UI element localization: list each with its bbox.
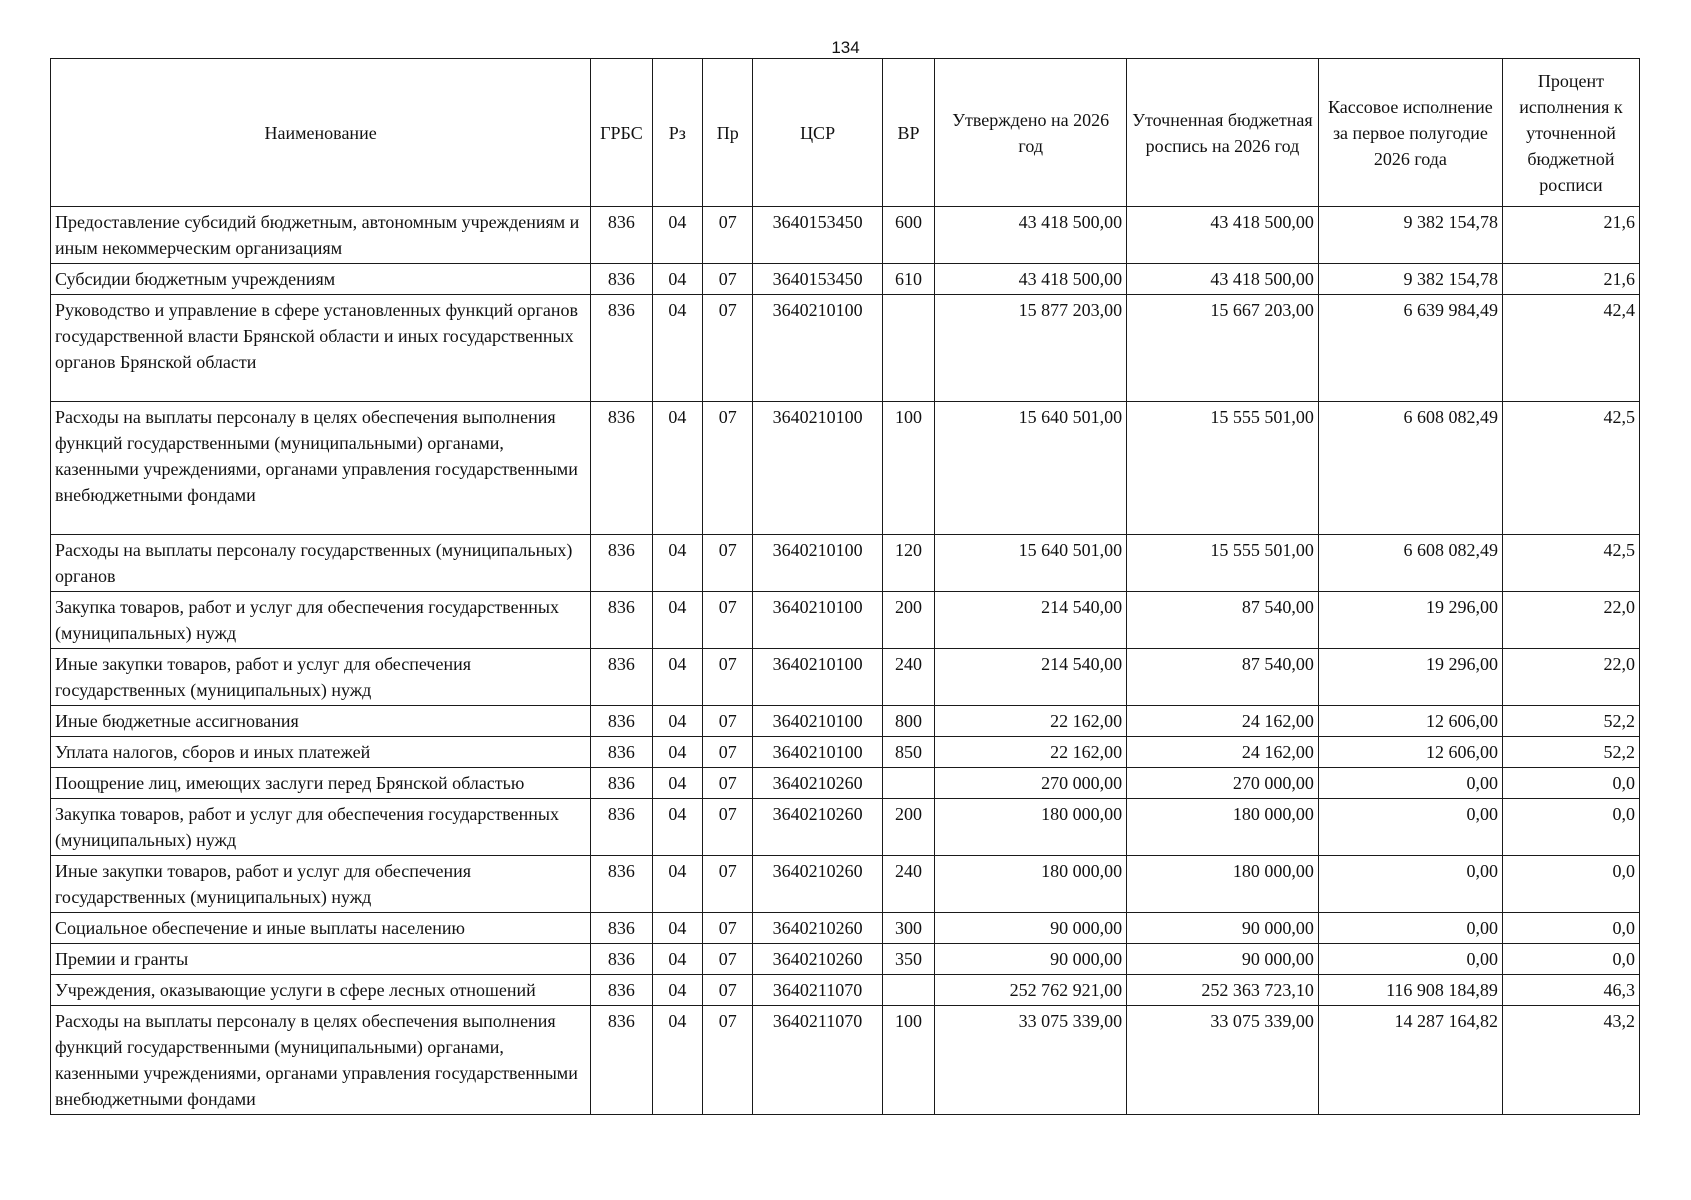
cell-pr: 07 xyxy=(703,649,753,706)
cell-refined: 15 667 203,00 xyxy=(1127,295,1319,402)
cell-vr: 100 xyxy=(882,402,935,535)
cell-grbs: 836 xyxy=(591,295,652,402)
cell-executed: 0,00 xyxy=(1318,944,1502,975)
cell-executed: 6 608 082,49 xyxy=(1318,402,1502,535)
cell-rz: 04 xyxy=(652,649,702,706)
header-refined: Уточненная бюджетная роспись на 2026 год xyxy=(1127,59,1319,207)
cell-grbs: 836 xyxy=(591,535,652,592)
cell-approved: 180 000,00 xyxy=(935,799,1127,856)
budget-table xyxy=(50,58,1640,1115)
cell-rz: 04 xyxy=(652,975,702,1006)
cell-name: Учреждения, оказывающие услуги в сфере лесных отношений xyxy=(51,975,591,1006)
cell-approved: 214 540,00 xyxy=(935,592,1127,649)
cell-approved: 15 640 501,00 xyxy=(935,535,1127,592)
cell-executed: 0,00 xyxy=(1318,799,1502,856)
cell-refined: 24 162,00 xyxy=(1127,706,1319,737)
cell-name: Закупка товаров, работ и услуг для обеспечения государственных (муниципальных) нужд xyxy=(51,592,591,649)
cell-name: Поощрение лиц, имеющих заслуги перед Брянской областью xyxy=(51,768,591,799)
cell-pr: 07 xyxy=(703,856,753,913)
header-approved: Утверждено на 2026 год xyxy=(935,59,1127,207)
cell-csr: 3640210100 xyxy=(753,295,882,402)
cell-grbs: 836 xyxy=(591,975,652,1006)
cell-csr: 3640210100 xyxy=(753,706,882,737)
table-row xyxy=(51,1006,1640,1115)
cell-vr: 600 xyxy=(882,207,935,264)
cell-executed: 12 606,00 xyxy=(1318,706,1502,737)
cell-approved: 90 000,00 xyxy=(935,944,1127,975)
cell-grbs: 836 xyxy=(591,402,652,535)
cell-grbs: 836 xyxy=(591,856,652,913)
cell-percent: 52,2 xyxy=(1502,706,1639,737)
cell-refined: 24 162,00 xyxy=(1127,737,1319,768)
cell-rz: 04 xyxy=(652,402,702,535)
cell-percent: 21,6 xyxy=(1502,264,1639,295)
cell-grbs: 836 xyxy=(591,264,652,295)
header-csr: ЦСР xyxy=(753,59,882,207)
cell-name: Расходы на выплаты персоналу в целях обеспечения выполнения функций государственными (муниципальными) органами, казенными учреждениями, органами управления государственными внебюджетными фондами xyxy=(51,402,591,535)
cell-csr: 3640210260 xyxy=(753,913,882,944)
cell-refined: 43 418 500,00 xyxy=(1127,207,1319,264)
cell-pr: 07 xyxy=(703,975,753,1006)
cell-percent: 43,2 xyxy=(1502,1006,1639,1115)
cell-pr: 07 xyxy=(703,706,753,737)
cell-pr: 07 xyxy=(703,402,753,535)
cell-csr: 3640211070 xyxy=(753,1006,882,1115)
cell-vr: 240 xyxy=(882,856,935,913)
table-row xyxy=(51,768,1640,799)
cell-vr xyxy=(882,295,935,402)
cell-vr: 120 xyxy=(882,535,935,592)
cell-vr: 100 xyxy=(882,1006,935,1115)
cell-csr: 3640210100 xyxy=(753,737,882,768)
cell-grbs: 836 xyxy=(591,737,652,768)
cell-name: Расходы на выплаты персоналу в целях обеспечения выполнения функций государственными (муниципальными) органами, казенными учреждениями, органами управления государственными внебюджетными фондами xyxy=(51,1006,591,1115)
cell-percent: 0,0 xyxy=(1502,856,1639,913)
cell-executed: 0,00 xyxy=(1318,913,1502,944)
cell-pr: 07 xyxy=(703,1006,753,1115)
cell-pr: 07 xyxy=(703,737,753,768)
cell-vr xyxy=(882,975,935,1006)
cell-approved: 252 762 921,00 xyxy=(935,975,1127,1006)
cell-percent: 46,3 xyxy=(1502,975,1639,1006)
cell-name: Расходы на выплаты персоналу государственных (муниципальных) органов xyxy=(51,535,591,592)
cell-name: Иные бюджетные ассигнования xyxy=(51,706,591,737)
cell-vr xyxy=(882,768,935,799)
cell-approved: 33 075 339,00 xyxy=(935,1006,1127,1115)
cell-grbs: 836 xyxy=(591,592,652,649)
cell-grbs: 836 xyxy=(591,207,652,264)
cell-csr: 3640211070 xyxy=(753,975,882,1006)
cell-name: Премии и гранты xyxy=(51,944,591,975)
cell-pr: 07 xyxy=(703,295,753,402)
cell-refined: 270 000,00 xyxy=(1127,768,1319,799)
cell-csr: 3640153450 xyxy=(753,207,882,264)
cell-pr: 07 xyxy=(703,535,753,592)
cell-grbs: 836 xyxy=(591,706,652,737)
cell-approved: 22 162,00 xyxy=(935,706,1127,737)
cell-executed: 9 382 154,78 xyxy=(1318,207,1502,264)
cell-csr: 3640210260 xyxy=(753,768,882,799)
cell-percent: 42,4 xyxy=(1502,295,1639,402)
cell-name: Руководство и управление в сфере установленных функций органов государственной власти Брянской области и иных государственных органов Брянской области xyxy=(51,295,591,402)
cell-executed: 6 639 984,49 xyxy=(1318,295,1502,402)
cell-pr: 07 xyxy=(703,207,753,264)
cell-percent: 21,6 xyxy=(1502,207,1639,264)
cell-percent: 42,5 xyxy=(1502,535,1639,592)
table-row xyxy=(51,649,1640,706)
header-rz: Рз xyxy=(652,59,702,207)
cell-approved: 43 418 500,00 xyxy=(935,264,1127,295)
header-grbs: ГРБС xyxy=(591,59,652,207)
cell-approved: 15 640 501,00 xyxy=(935,402,1127,535)
table-row xyxy=(51,207,1640,264)
cell-csr: 3640210260 xyxy=(753,799,882,856)
cell-approved: 214 540,00 xyxy=(935,649,1127,706)
table-row xyxy=(51,913,1640,944)
table-row xyxy=(51,264,1640,295)
cell-vr: 800 xyxy=(882,706,935,737)
cell-grbs: 836 xyxy=(591,913,652,944)
cell-rz: 04 xyxy=(652,1006,702,1115)
cell-grbs: 836 xyxy=(591,944,652,975)
cell-vr: 200 xyxy=(882,799,935,856)
cell-refined: 252 363 723,10 xyxy=(1127,975,1319,1006)
cell-percent: 0,0 xyxy=(1502,799,1639,856)
cell-approved: 43 418 500,00 xyxy=(935,207,1127,264)
table-header xyxy=(51,59,1640,207)
cell-executed: 0,00 xyxy=(1318,856,1502,913)
cell-grbs: 836 xyxy=(591,649,652,706)
cell-pr: 07 xyxy=(703,768,753,799)
table-row xyxy=(51,535,1640,592)
cell-approved: 270 000,00 xyxy=(935,768,1127,799)
cell-csr: 3640210100 xyxy=(753,535,882,592)
cell-executed: 116 908 184,89 xyxy=(1318,975,1502,1006)
cell-name: Предоставление субсидий бюджетным, автономным учреждениям и иным некоммерческим организациям xyxy=(51,207,591,264)
cell-csr: 3640210260 xyxy=(753,856,882,913)
table-row xyxy=(51,592,1640,649)
cell-pr: 07 xyxy=(703,799,753,856)
header-name: Наименование xyxy=(51,59,591,207)
cell-name: Социальное обеспечение и иные выплаты населению xyxy=(51,913,591,944)
cell-executed: 0,00 xyxy=(1318,768,1502,799)
cell-refined: 15 555 501,00 xyxy=(1127,535,1319,592)
cell-executed: 12 606,00 xyxy=(1318,737,1502,768)
cell-percent: 42,5 xyxy=(1502,402,1639,535)
table-row xyxy=(51,402,1640,535)
cell-refined: 180 000,00 xyxy=(1127,799,1319,856)
header-vr: ВР xyxy=(882,59,935,207)
cell-refined: 33 075 339,00 xyxy=(1127,1006,1319,1115)
cell-rz: 04 xyxy=(652,768,702,799)
table-row xyxy=(51,295,1640,402)
cell-percent: 0,0 xyxy=(1502,913,1639,944)
header-executed: Кассовое исполнение за первое полугодие 2026 года xyxy=(1318,59,1502,207)
cell-name: Закупка товаров, работ и услуг для обеспечения государственных (муниципальных) нужд xyxy=(51,799,591,856)
cell-vr: 240 xyxy=(882,649,935,706)
cell-pr: 07 xyxy=(703,944,753,975)
table-row xyxy=(51,706,1640,737)
table-row xyxy=(51,975,1640,1006)
header-pr: Пр xyxy=(703,59,753,207)
cell-executed: 9 382 154,78 xyxy=(1318,264,1502,295)
page-number: 134 xyxy=(831,38,860,57)
table-row xyxy=(51,737,1640,768)
cell-refined: 43 418 500,00 xyxy=(1127,264,1319,295)
cell-percent: 22,0 xyxy=(1502,592,1639,649)
cell-rz: 04 xyxy=(652,706,702,737)
table-row xyxy=(51,944,1640,975)
cell-vr: 610 xyxy=(882,264,935,295)
cell-name: Субсидии бюджетным учреждениям xyxy=(51,264,591,295)
table-row xyxy=(51,856,1640,913)
cell-vr: 850 xyxy=(882,737,935,768)
cell-name: Иные закупки товаров, работ и услуг для обеспечения государственных (муниципальных) нужд xyxy=(51,856,591,913)
header-percent: Процент исполнения к уточненной бюджетной росписи xyxy=(1502,59,1639,207)
cell-vr: 200 xyxy=(882,592,935,649)
cell-refined: 90 000,00 xyxy=(1127,913,1319,944)
cell-percent: 0,0 xyxy=(1502,768,1639,799)
cell-csr: 3640153450 xyxy=(753,264,882,295)
cell-refined: 87 540,00 xyxy=(1127,649,1319,706)
cell-approved: 90 000,00 xyxy=(935,913,1127,944)
cell-percent: 52,2 xyxy=(1502,737,1639,768)
table-body xyxy=(51,207,1640,1115)
cell-rz: 04 xyxy=(652,799,702,856)
cell-csr: 3640210100 xyxy=(753,402,882,535)
cell-pr: 07 xyxy=(703,264,753,295)
cell-csr: 3640210100 xyxy=(753,592,882,649)
cell-executed: 14 287 164,82 xyxy=(1318,1006,1502,1115)
cell-refined: 90 000,00 xyxy=(1127,944,1319,975)
cell-rz: 04 xyxy=(652,944,702,975)
cell-executed: 19 296,00 xyxy=(1318,592,1502,649)
cell-rz: 04 xyxy=(652,737,702,768)
cell-approved: 15 877 203,00 xyxy=(935,295,1127,402)
cell-grbs: 836 xyxy=(591,1006,652,1115)
cell-rz: 04 xyxy=(652,535,702,592)
cell-name: Уплата налогов, сборов и иных платежей xyxy=(51,737,591,768)
cell-grbs: 836 xyxy=(591,768,652,799)
cell-rz: 04 xyxy=(652,207,702,264)
cell-rz: 04 xyxy=(652,592,702,649)
cell-pr: 07 xyxy=(703,592,753,649)
cell-refined: 15 555 501,00 xyxy=(1127,402,1319,535)
cell-name: Иные закупки товаров, работ и услуг для обеспечения государственных (муниципальных) нужд xyxy=(51,649,591,706)
cell-rz: 04 xyxy=(652,856,702,913)
cell-rz: 04 xyxy=(652,295,702,402)
cell-approved: 22 162,00 xyxy=(935,737,1127,768)
cell-vr: 300 xyxy=(882,913,935,944)
cell-vr: 350 xyxy=(882,944,935,975)
table-row xyxy=(51,799,1640,856)
cell-executed: 19 296,00 xyxy=(1318,649,1502,706)
cell-rz: 04 xyxy=(652,913,702,944)
cell-grbs: 836 xyxy=(591,799,652,856)
cell-csr: 3640210100 xyxy=(753,649,882,706)
cell-rz: 04 xyxy=(652,264,702,295)
cell-approved: 180 000,00 xyxy=(935,856,1127,913)
cell-refined: 87 540,00 xyxy=(1127,592,1319,649)
cell-percent: 22,0 xyxy=(1502,649,1639,706)
cell-refined: 180 000,00 xyxy=(1127,856,1319,913)
cell-csr: 3640210260 xyxy=(753,944,882,975)
cell-executed: 6 608 082,49 xyxy=(1318,535,1502,592)
cell-pr: 07 xyxy=(703,913,753,944)
cell-percent: 0,0 xyxy=(1502,944,1639,975)
